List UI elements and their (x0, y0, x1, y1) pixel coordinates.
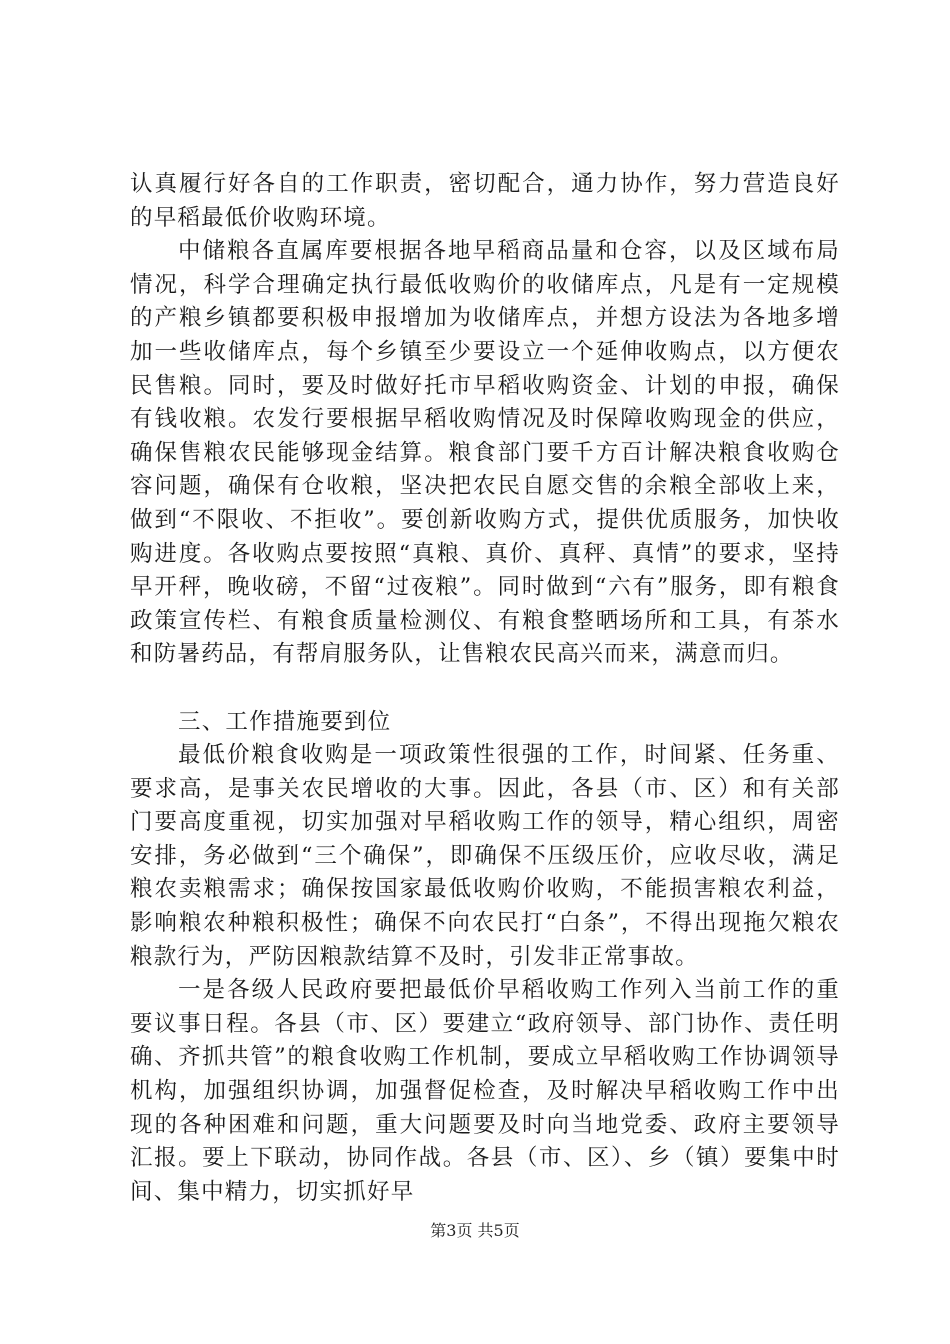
section-heading-measures: 三、工作措施要到位 (178, 708, 392, 735)
paragraph-government-agenda: 一是各级人民政府要把最低价早稻收购工作列入当前工作的重要议事日程。各县（市、区）要建立“政府领导、部门协作、责任明确、齐抓共管”的粮食收购工作机制，要成立早稻收购工作协调领导机构，加强组织协调，加强督促检查，及时解决早稻收购工作中出现的各种困难和问题，重大问题要及时向当地党委、政府主要领导汇报。要上下联动，协同作战。各县（市、区）、乡（镇）要集中时间、集中精力，切实抓好早 (130, 977, 840, 1205)
document-body (130, 168, 840, 1209)
page-footer: 第3页 共5页 (430, 1221, 520, 1240)
paragraph-continuation: 认真履行好各自的工作职责，密切配合，通力协作，努力营造良好的早稻最低价收购环境。 (130, 171, 840, 231)
paragraph-three-guarantees: 最低价粮食收购是一项政策性很强的工作，时间紧、任务重、要求高，是事关农民增收的大事。因此，各县（市、区）和有关部门要高度重视，切实加强对早稻收购工作的领导，精心组织，周密安排，务必做到“三个确保”，即确保不压级压价，应收尽收，满足粮农卖粮需求；确保按国家最低收购价收购，不能损害粮农利益，影响粮农种粮积极性；确保不向农民打“白条”，不得出现拖欠粮农粮款行为，严防因粮款结算不及时，引发非正常事故。 (130, 742, 840, 970)
paragraph-storage-depots: 中储粮各直属库要根据各地早稻商品量和仓容，以及区域布局情况，科学合理确定执行最低收购价的收储库点，凡是有一定规模的产粮乡镇都要积极申报增加为收储库点，并想方设法为各地多增加一些收储库点，每个乡镇至少要设立一个延伸收购点，以方便农民售粮。同时，要及时做好托市早稻收购资金、计划的申报，确保有钱收粮。农发行要根据早稻收购情况及时保障收购现金的供应，确保售粮农民能够现金结算。粮食部门要千方百计解决粮食收购仓容问题，确保有仓收粮，坚决把农民自愿交售的余粮全部收上来，做到“不限收、不拒收”。要创新收购方式，提供优质服务，加快收购进度。各收购点要按照“真粮、真价、真秤、真情”的要求，坚持早开秤，晚收磅，不留“过夜粮”。同时做到“六有”服务，即有粮食政策宣传栏、有粮食质量检测仪、有粮食整晒场所和工具，有茶水和防暑药品，有帮肩服务队，让售粮农民高兴而来，满意而归。 (130, 238, 840, 668)
